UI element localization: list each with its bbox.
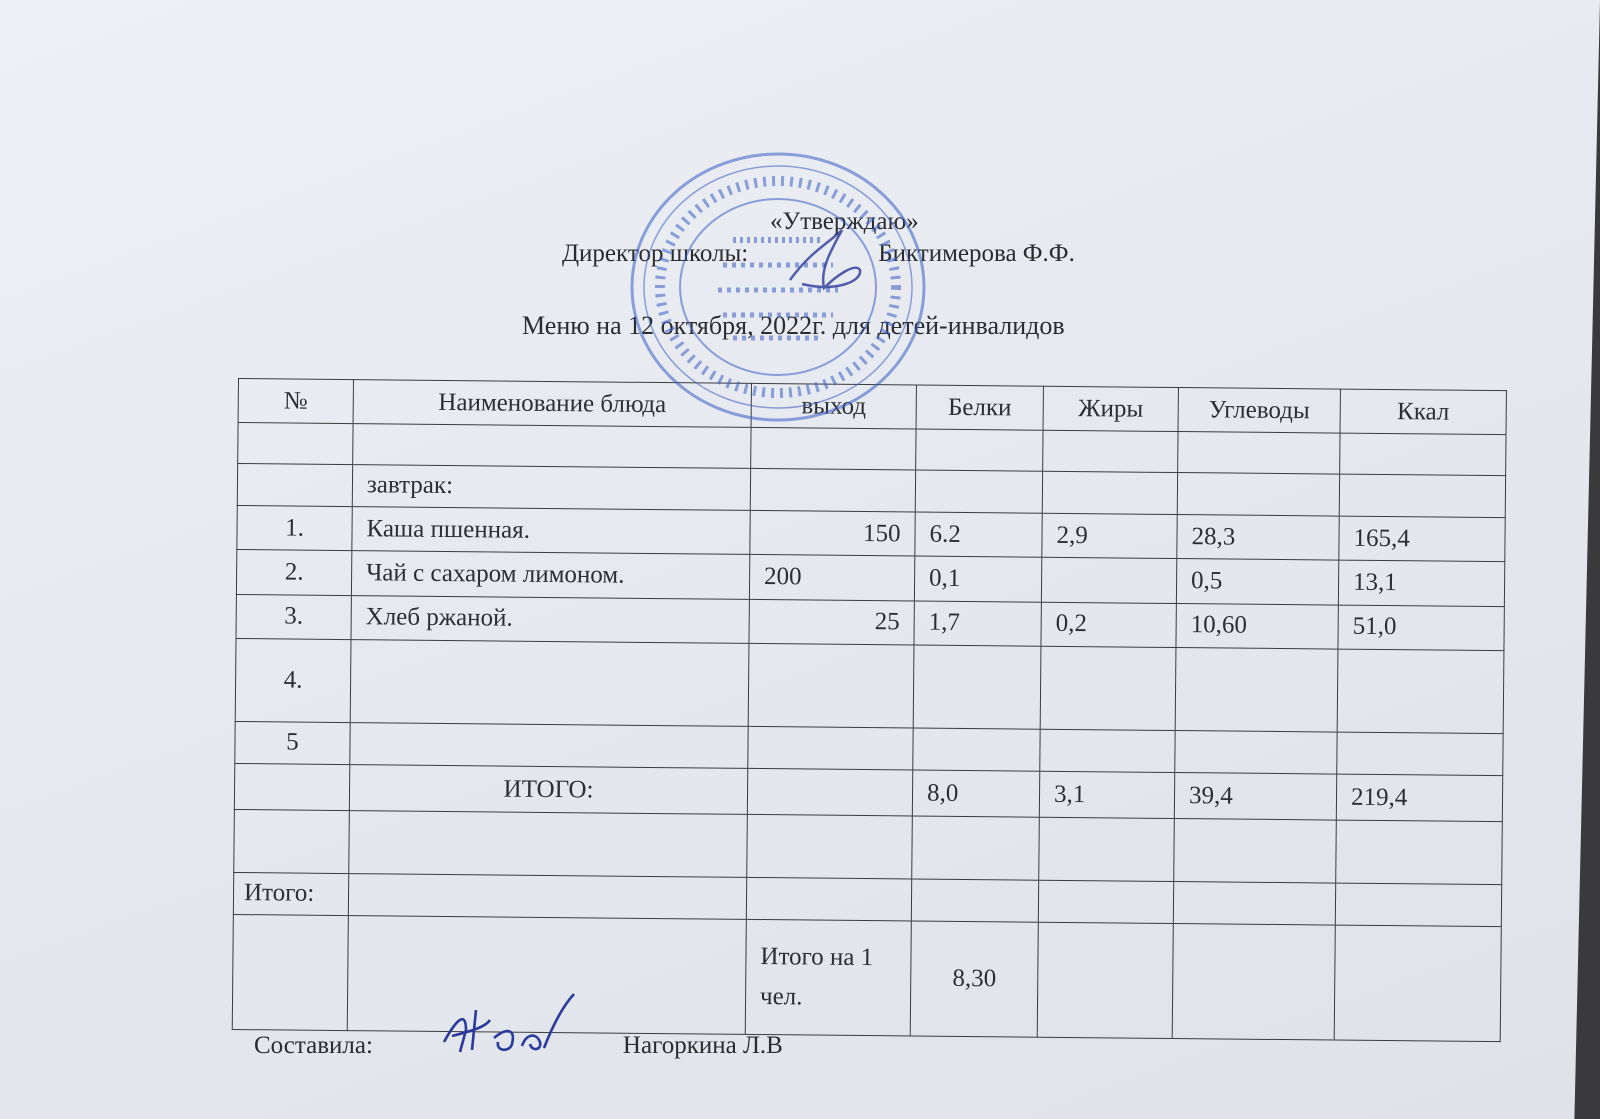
director-signature-icon bbox=[780, 222, 880, 302]
per-person-label: Итого на 1 чел. bbox=[745, 919, 911, 1036]
composed-label: Составила: bbox=[254, 1032, 373, 1059]
itogo-carbs: 39,4 bbox=[1174, 772, 1336, 820]
dish-protein: 1,7 bbox=[914, 601, 1041, 647]
director-label: Директор школы: bbox=[562, 240, 749, 267]
row-num: 3. bbox=[236, 594, 351, 639]
per-person-row bbox=[232, 914, 1501, 1041]
header-fat: Жиры bbox=[1043, 386, 1178, 432]
dish-fat bbox=[1041, 557, 1176, 603]
director-name: Биктимерова Ф.Ф. bbox=[878, 240, 1075, 267]
dish-name: Каша пшенная. bbox=[352, 507, 750, 555]
dish-protein: 6.2 bbox=[915, 512, 1042, 558]
menu-table bbox=[232, 378, 1507, 1042]
meal-label: завтрак: bbox=[352, 464, 750, 510]
dish-name: Хлеб ржаной. bbox=[351, 595, 749, 643]
dish-output: 25 bbox=[749, 599, 914, 645]
itogo-label: ИТОГО: bbox=[349, 764, 747, 814]
composer-signature-icon bbox=[436, 990, 586, 1065]
dish-carbs: 10,60 bbox=[1176, 603, 1338, 649]
dish-carbs: 28,3 bbox=[1177, 514, 1339, 560]
dish-name: Чай с сахаром лимоном. bbox=[351, 551, 749, 599]
composer-name: Нагоркина Л.В bbox=[622, 1032, 783, 1059]
dish-protein: 0,1 bbox=[914, 556, 1041, 602]
header-num: № bbox=[238, 379, 353, 424]
dish-fat: 0,2 bbox=[1041, 602, 1176, 648]
dish-kcal: 165,4 bbox=[1339, 516, 1505, 562]
round-stamp-icon bbox=[628, 150, 928, 425]
itogo-fat: 3,1 bbox=[1039, 771, 1174, 819]
approve-label: «Утверждаю» bbox=[770, 208, 919, 235]
row-num: 4. bbox=[235, 638, 351, 722]
row-num: 1. bbox=[237, 505, 352, 550]
itogo-protein: 8,0 bbox=[912, 770, 1039, 818]
menu-title: Меню на 12 октября, 2022г. для детей-инвалидов bbox=[522, 311, 1065, 340]
dish-output: 150 bbox=[750, 510, 915, 556]
header-kcal: Ккал bbox=[1340, 389, 1506, 435]
dish-kcal: 51,0 bbox=[1338, 605, 1504, 651]
table-row bbox=[235, 638, 1504, 733]
header-dish: Наименование блюда bbox=[353, 380, 751, 428]
header-output: выход bbox=[751, 383, 916, 429]
row-num: 2. bbox=[236, 550, 351, 595]
header-protein: Белки bbox=[916, 385, 1043, 431]
dish-fat: 2,9 bbox=[1042, 513, 1177, 559]
total-label: Итого: bbox=[233, 872, 348, 915]
per-person-value: 8,30 bbox=[910, 921, 1038, 1037]
dish-output: 200 bbox=[749, 555, 914, 601]
header-carbs: Углеводы bbox=[1178, 388, 1340, 434]
dish-kcal: 13,1 bbox=[1338, 560, 1504, 606]
row-num: 5 bbox=[235, 721, 350, 764]
itogo-kcal: 219,4 bbox=[1336, 774, 1502, 822]
dish-carbs: 0,5 bbox=[1176, 559, 1338, 605]
